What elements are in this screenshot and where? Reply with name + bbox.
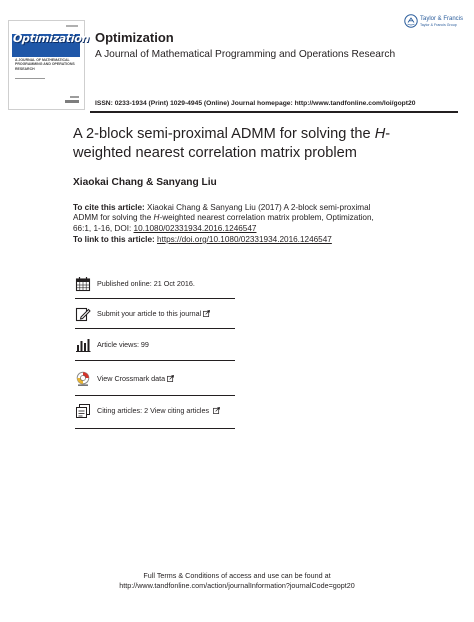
external-link-icon: [203, 310, 210, 317]
taylor-francis-icon: [404, 14, 418, 28]
citing-articles-row[interactable]: [75, 399, 235, 423]
external-link-icon: [213, 407, 220, 414]
citation-text-part2: -weighted nearest correlation matrix problem, Optimization, 66:1, 1-16, DOI:: [73, 213, 374, 233]
bar-chart-icon: [75, 337, 91, 353]
article-title: [73, 125, 403, 162]
row-divider: [75, 298, 235, 299]
cover-decoration: [66, 25, 78, 27]
footer-terms: [0, 571, 474, 591]
cover-divider: [15, 78, 45, 79]
article-doi-link[interactable]: https://doi.org/10.1080/02331934.2016.1246547: [157, 235, 332, 244]
issn-line[interactable]: ISSN: 0233-1934 (Print) 1029-4945 (Online) Journal homepage: http://www.tandfonline.com/loi/gopt20: [95, 100, 416, 107]
submit-article-link[interactable]: [97, 309, 210, 318]
submit-article-text: Submit your article to this journal: [97, 309, 202, 318]
footer-terms-line1: Full Terms & Conditions of access and use can be found at: [143, 571, 331, 580]
crossmark-row[interactable]: [75, 367, 235, 391]
row-divider: [75, 360, 235, 361]
citing-articles-link[interactable]: [97, 406, 220, 415]
published-online-text: Published online: 21 Oct 2016.: [97, 279, 195, 288]
citing-articles-icon: [75, 403, 91, 419]
journal-cover-image: [8, 20, 90, 110]
article-views-row: [75, 333, 235, 357]
publisher-group: Taylor & Francis Group: [420, 23, 457, 27]
crossmark-link[interactable]: [97, 374, 174, 383]
crossmark-icon: [75, 371, 91, 387]
citation-text-part1: Xiaokai Chang & Sanyang Liu (2017) A 2-block semi-proximal ADMM for solving the: [73, 203, 371, 223]
publisher-logo: [404, 14, 466, 36]
cover-publisher-mark: [70, 96, 79, 98]
citation-label: To cite this article:: [73, 203, 145, 212]
footer-terms-link[interactable]: http://www.tandfonline.com/action/journalInformation?journalCode=gopt20: [119, 581, 355, 590]
article-title-part1: A 2-block semi-proximal ADMM for solving the: [73, 126, 375, 142]
submit-article-row[interactable]: [75, 302, 235, 326]
crossmark-text: View Crossmark data: [97, 374, 166, 383]
journal-subtitle: A Journal of Mathematical Programming and Operations Research: [95, 49, 396, 60]
article-title-part2: -weighted nearest correlation matrix problem: [73, 126, 391, 161]
external-link-icon: [167, 375, 174, 382]
row-divider: [75, 428, 235, 429]
journal-name: Optimization: [95, 30, 174, 45]
row-divider: [75, 328, 235, 329]
citation-doi-link[interactable]: 10.1080/02331934.2016.1246547: [133, 223, 257, 233]
article-link-label: To link to this article:: [73, 235, 158, 244]
citation-text-italic: H: [153, 213, 160, 223]
cover-title: Optimization: [12, 32, 90, 45]
row-divider: [75, 395, 235, 396]
citing-articles-text: Citing articles: 2 View citing articles: [97, 406, 210, 415]
published-online-row: [75, 272, 235, 296]
article-authors: Xiaokai Chang & Sanyang Liu: [73, 177, 217, 188]
article-title-italic: H: [374, 126, 386, 142]
edit-icon: [75, 306, 91, 322]
cover-subtitle: A JOURNAL OF MATHEMATICAL PROGRAMMING AND OPERATIONS RESEARCH: [15, 58, 75, 71]
calendar-icon: [75, 276, 91, 292]
publisher-name: Taylor & Francis: [420, 16, 464, 22]
article-views-text: Article views: 99: [97, 340, 149, 349]
article-link-line: [73, 235, 332, 244]
citation-block: [73, 203, 393, 234]
header-divider: [90, 111, 458, 113]
cover-publisher-logo: [65, 100, 79, 103]
